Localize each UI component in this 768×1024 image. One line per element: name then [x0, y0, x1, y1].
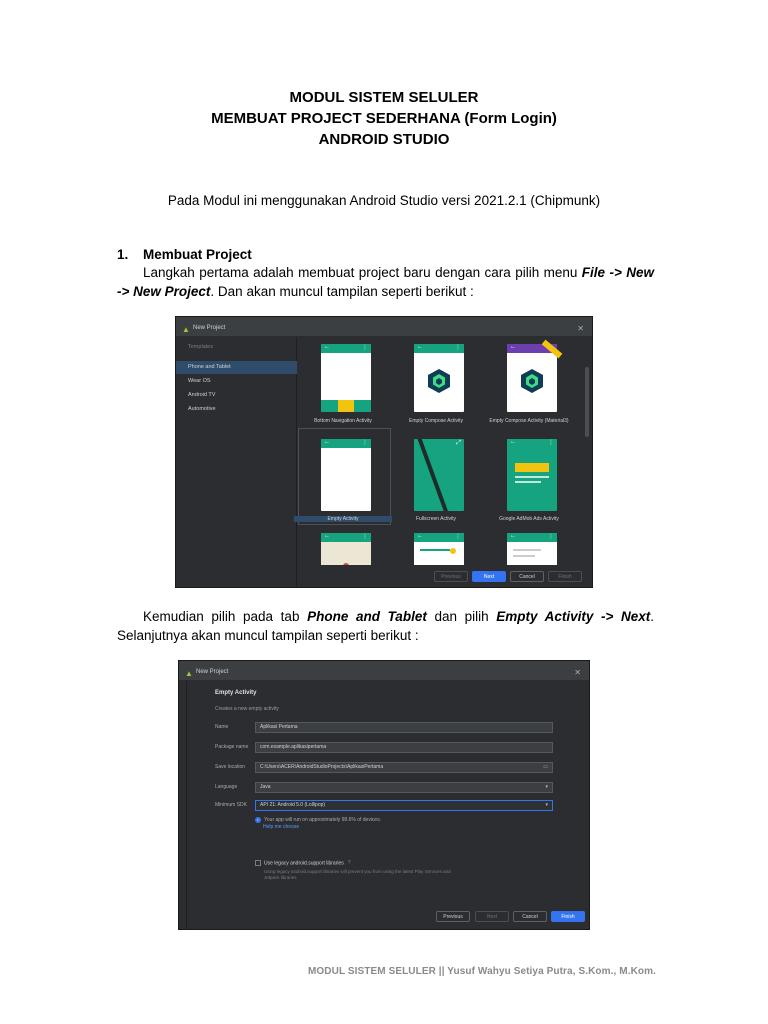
- info-text: Your app will run on approximately 98.6% of devices.: [264, 817, 382, 823]
- dialog-button-bar: [298, 565, 592, 587]
- card-label: Empty Compose Activity: [409, 418, 463, 424]
- intro-paragraph: Pada Modul ini menggunakan Android Studio versi 2021.2.1 (Chipmunk): [167, 193, 601, 208]
- help-icon: ?: [347, 860, 351, 867]
- p1-new-project: New Project: [133, 284, 211, 299]
- dialog-titlebar: [179, 666, 589, 681]
- name-label: Name: [215, 724, 229, 730]
- form-subheading: Creates a new empty activity: [215, 706, 279, 712]
- templates-header: Templates: [188, 344, 214, 350]
- paragraph-2: [117, 607, 654, 645]
- next-button[interactable]: Next: [472, 571, 506, 582]
- form-heading: Empty Activity: [215, 690, 257, 696]
- dialog-title: New Project: [193, 325, 226, 331]
- save-location-label: Save location: [215, 764, 246, 770]
- page-footer: MODUL SISTEM SELULER || Yusuf Wahyu Setiya Putra, S.Kom., M.Kom.: [308, 966, 656, 977]
- info-icon: i: [255, 817, 261, 823]
- language-value: Java: [260, 784, 271, 790]
- legacy-label: Use legacy android.support libraries: [264, 860, 344, 867]
- cancel-button[interactable]: Cancel: [510, 571, 544, 582]
- p2-text-a: Kemudian pilih pada tab: [143, 609, 308, 624]
- finish-button[interactable]: Finish: [551, 911, 585, 922]
- language-label: Language: [215, 784, 238, 790]
- activity-form: [187, 681, 589, 929]
- language-select[interactable]: [255, 782, 553, 793]
- doc-title-line2: MEMBUAT PROJECT SEDERHANA (Form Login): [211, 110, 557, 127]
- finish-button[interactable]: Finish: [548, 571, 582, 582]
- templates-sidebar: [176, 338, 297, 587]
- card-label: Bottom Navigation Activity: [314, 418, 372, 424]
- close-icon[interactable]: ✕: [574, 668, 581, 677]
- screenshot-empty-activity: [178, 660, 590, 930]
- help-me-choose-link[interactable]: Help me choose: [263, 824, 300, 830]
- ide-side-strip: [179, 681, 187, 929]
- p1-text-b: . Dan akan muncul tampilan seperti berikut :: [210, 284, 474, 299]
- doc-title-line1: MODUL SISTEM SELULER: [289, 89, 479, 106]
- section-number: 1.: [117, 247, 129, 262]
- screenshot-templates: [175, 316, 593, 588]
- chevron-down-icon: ▾: [545, 802, 548, 808]
- android-icon: ▲: [185, 669, 193, 678]
- sidebar-item-phone-tablet[interactable]: Phone and Tablet: [176, 361, 297, 374]
- paragraph-1: [117, 263, 654, 301]
- chevron-down-icon: ▾: [545, 784, 548, 790]
- p2-text-c: . Selanjutnya akan muncul tampilan seperti berikut :: [117, 609, 654, 643]
- cancel-button[interactable]: Cancel: [513, 911, 547, 922]
- section-heading: [117, 245, 252, 264]
- package-label: Package name: [215, 744, 249, 750]
- next-button[interactable]: Next: [475, 911, 509, 922]
- min-sdk-value: API 21: Android 5.0 (Lollipop): [260, 802, 326, 808]
- folder-icon[interactable]: ▭: [543, 764, 548, 770]
- dialog-title: New Project: [196, 669, 229, 675]
- name-field[interactable]: Aplikasi Pertama: [255, 722, 553, 733]
- package-field[interactable]: com.example.aplikasipertama: [255, 742, 553, 753]
- sidebar-item-wear-os[interactable]: Wear OS: [188, 378, 211, 384]
- legacy-libraries-checkbox[interactable]: [255, 860, 451, 880]
- card-label: Empty Compose Activity (Material3): [489, 418, 569, 424]
- min-sdk-label: Minimum SDK: [215, 802, 247, 808]
- min-sdk-select[interactable]: [255, 800, 553, 811]
- save-location-field[interactable]: [255, 762, 553, 773]
- scrollbar[interactable]: [585, 367, 589, 437]
- section-title: Membuat Project: [143, 247, 252, 262]
- sdk-info: [255, 817, 382, 830]
- checkbox-icon[interactable]: [255, 860, 261, 866]
- p2-text-b: dan pilih: [426, 609, 497, 624]
- compose-icon: [427, 368, 451, 394]
- p1-new: New: [626, 265, 654, 280]
- p1-file: File: [581, 265, 606, 280]
- card-label: Empty Activity: [294, 516, 392, 522]
- save-location-value: C:\Users\ACER\AndroidStudioProjects\AplikasiPertama: [260, 764, 384, 770]
- sidebar-item-android-tv[interactable]: Android TV: [188, 392, 216, 398]
- p2-empty-activity: Empty Activity -> Next: [496, 609, 651, 624]
- card-label: Fullscreen Activity: [415, 516, 456, 522]
- compose-icon: [520, 368, 544, 394]
- doc-title-line3: ANDROID STUDIO: [318, 131, 450, 148]
- close-icon[interactable]: ✕: [577, 324, 584, 333]
- card-label: Google AdMob Ads Activity: [499, 516, 559, 522]
- legacy-note: Using legacy android.support libraries will prevent you from using the latest Play Services and Jetpack libraries: [264, 869, 451, 880]
- p1-text-a: Langkah pertama adalah membuat project baru dengan cara pilih menu: [143, 265, 582, 280]
- android-icon: ▲: [182, 325, 190, 334]
- previous-button[interactable]: Previous: [434, 571, 468, 582]
- p1-arrow1: ->: [605, 265, 627, 280]
- sidebar-item-automotive[interactable]: Automotive: [188, 406, 216, 412]
- templates-grid: ← ⋮ Bottom Navigation Activity ← ⋮ Empty Compose Activity ← Empty Compose Activity (Material3) ← ⋮ Empty Activity ⤢ Fullscreen Activity ← ⋮ Google AdMob Ads Activity ← ⋮ ← ⋮ ← ⋮: [298, 338, 582, 565]
- previous-button[interactable]: Previous: [436, 911, 470, 922]
- dialog-titlebar: [176, 322, 592, 337]
- p1-arrow2: ->: [117, 284, 134, 299]
- p2-phone-tablet: Phone and Tablet: [307, 609, 427, 624]
